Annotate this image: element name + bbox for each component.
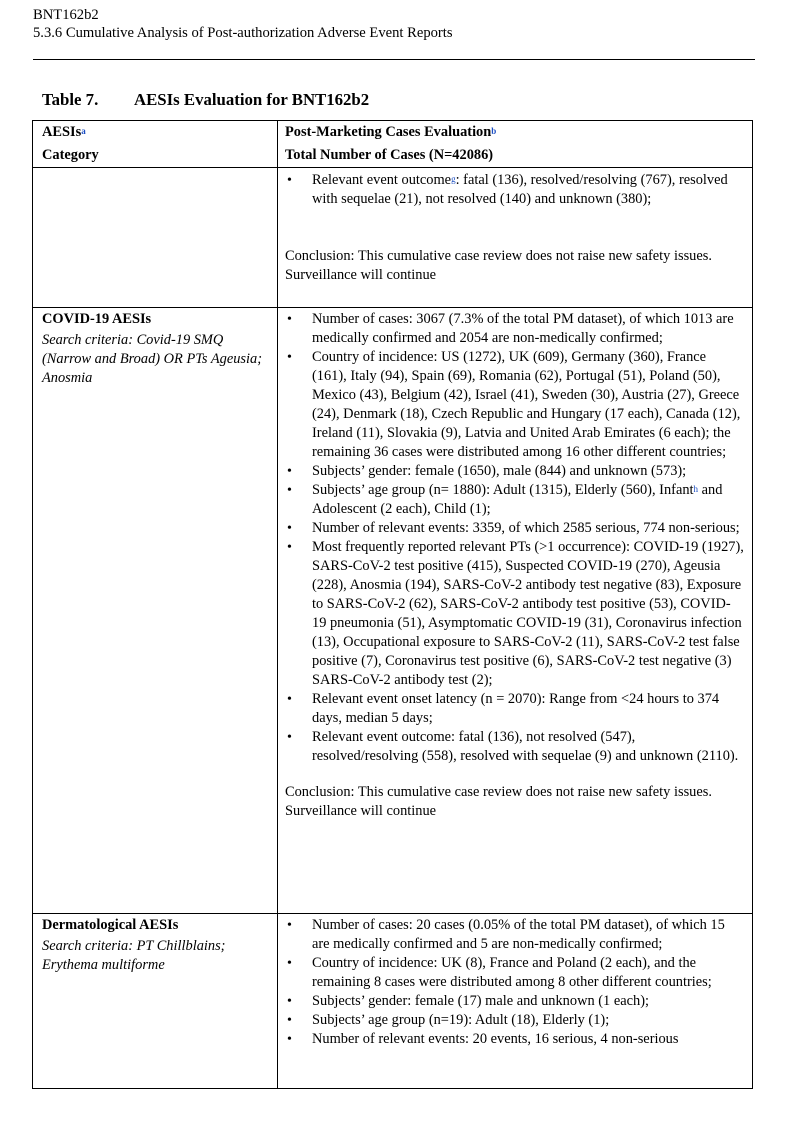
list-item: • Most frequently reported relevant PTs (>1 occurrence): COVID-19 (1927), SARS-CoV-2 test positive (415), Suspected COVID-19 (270), Ageusia (228), Anosmia (194), SARS-CoV-2 antibody test negative (83), Exposure to SARS-CoV-2 (62), SARS-CoV-2 antibody test positive (53), COVID-19 pneumonia (51), Asymptomatic COVID-19 (31), Coronavirus infection (13), Occupational exposure to SARS-CoV-2 (11), SARS-CoV-2 test false positive (7), Coronavirus test positive (6), SARS-CoV-2 test negative (3) SARS-CoV-2 antibody test (2);: [285, 538, 744, 690]
section-title: 5.3.6 Cumulative Analysis of Post-authorization Adverse Event Reports: [33, 25, 453, 41]
table-row: [33, 168, 753, 308]
table-row: [33, 308, 753, 914]
bullet-list: [285, 310, 744, 766]
header-cell-category: [33, 121, 278, 168]
header-divider: [33, 59, 755, 60]
document-header: [33, 6, 755, 42]
bullet-list: [285, 171, 744, 209]
header-cell-evaluation: [278, 121, 753, 168]
list-item: • Relevant event onset latency (n = 2070): Range from <24 hours to 374 days, median 5 days;: [285, 690, 744, 728]
list-item: • Subjects’ age group (n= 1880): Adult (1315), Elderly (560), Infant$^h$ and Adolescent (2 each), Child (1);: [285, 481, 744, 519]
search-criteria: Search criteria: Covid-19 SMQ (Narrow and Broad) OR PTs Ageusia; Anosmia: [42, 332, 263, 386]
table-title: AESIs Evaluation for BNT162b2: [134, 90, 370, 109]
list-item: • Country of incidence: UK (8), France and Poland (2 each), and the remaining 8 cases were distributed among 8 other different countries;: [285, 954, 744, 992]
table-number: Table 7.: [42, 90, 99, 109]
search-criteria: Search criteria: PT Chillblains; Erythema multiforme: [42, 938, 226, 973]
conclusion-text: Conclusion: This cumulative case review does not raise new safety issues. Surveillance will continue: [285, 248, 712, 283]
footnote-g: g: [451, 174, 456, 184]
footnote-b: b: [491, 126, 497, 136]
table-header-row: [33, 121, 753, 168]
category-title: COVID-19 AESIs: [42, 311, 152, 327]
category-cell-empty: [33, 168, 278, 308]
list-item: • Relevant event outcome: fatal (136), not resolved (547), resolved/resolving (558), resolved with sequelae (9) and unknown (2110).: [285, 728, 744, 766]
footnote-h: h: [693, 484, 699, 494]
list-item: • Number of cases: 3067 (7.3% of the total PM dataset), of which 1013 are medically confirmed and 2054 are non-medically confirmed;: [285, 310, 744, 348]
header-evaluation: Post-Marketing Cases Evaluation$^b$: [285, 124, 497, 140]
category-title: Dermatological AESIs: [42, 917, 179, 933]
list-item: • Number of relevant events: 20 events, 16 serious, 4 non-serious: [285, 1030, 744, 1049]
header-category: Category: [42, 147, 99, 163]
list-item: • Number of cases: 20 cases (0.05% of the total PM dataset), of which 15 are medically confirmed and 5 are non-medically confirmed;: [285, 916, 744, 954]
header-aesis: AESIs$^a$: [42, 124, 86, 140]
evaluation-cell: [278, 168, 753, 308]
footnote-a: a: [81, 126, 86, 136]
list-item: • Subjects’ gender: female (1650), male (844) and unknown (573);: [285, 462, 744, 481]
list-item: • Relevant event outcome$^g$: fatal (136), resolved/resolving (767), resolved with sequelae (21), not resolved (140) and unknown (380);: [285, 171, 744, 209]
header-total-cases: Total Number of Cases (N=42086): [285, 147, 494, 163]
list-item: • Number of relevant events: 3359, of which 2585 serious, 774 non-serious;: [285, 519, 744, 538]
table-caption: [42, 90, 369, 110]
category-cell: [33, 914, 278, 1089]
list-item: • Country of incidence: US (1272), UK (609), Germany (360), France (161), Italy (94), Spain (69), Romania (62), Portugal (51), Poland (50), Mexico (43), Belgium (42), Israel (41), Sweden (30), Austria (27), Greece (24), Denmark (18), Czech Republic and Hungary (17 each), Canada (12), Ireland (11), Slovakia (9), Latvia and United Arab Emirates (6 each); the remaining 36 cases were distributed among 16 other different countries;: [285, 348, 744, 462]
bullet-list: [285, 916, 744, 1049]
conclusion-text: Conclusion: This cumulative case review does not raise new safety issues. Surveillance will continue: [285, 784, 712, 819]
evaluation-cell: [278, 308, 753, 914]
aesi-evaluation-table: [32, 120, 753, 1089]
table-row: [33, 914, 753, 1089]
category-cell: [33, 308, 278, 914]
product-name: BNT162b2: [33, 7, 99, 23]
list-item: • Subjects’ gender: female (17) male and unknown (1 each);: [285, 992, 744, 1011]
evaluation-cell: [278, 914, 753, 1089]
list-item: • Subjects’ age group (n=19): Adult (18), Elderly (1);: [285, 1011, 744, 1030]
